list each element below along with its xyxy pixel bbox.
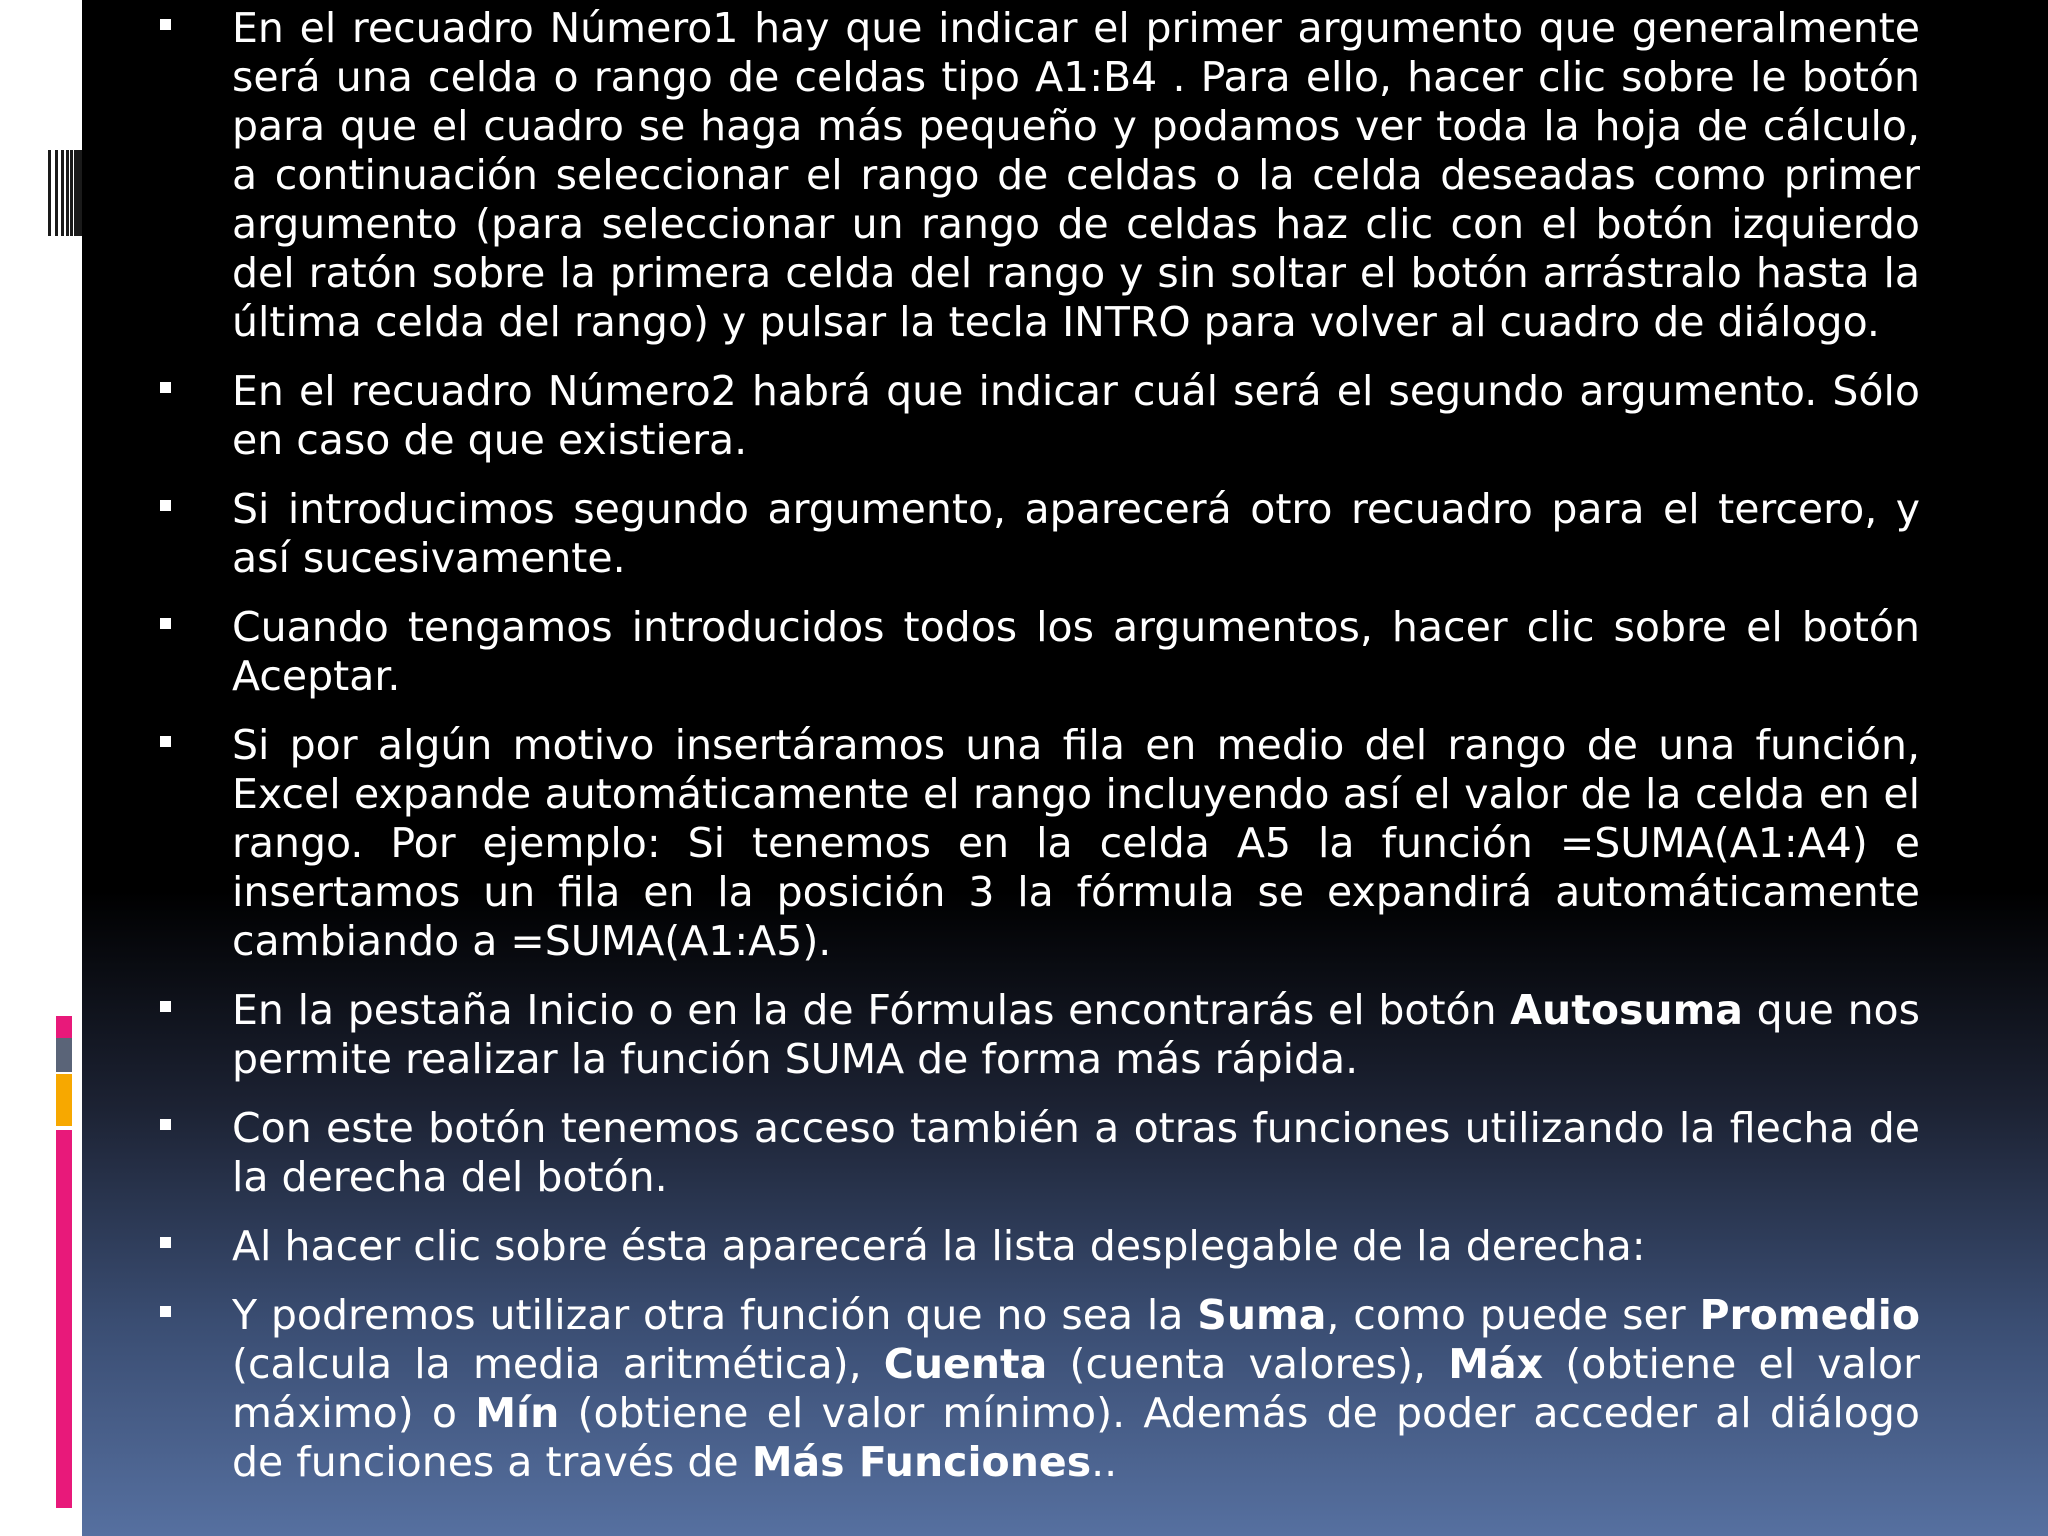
bullet-item [160, 1222, 1920, 1271]
square-bullet-icon [160, 618, 171, 629]
accent-bar-orange [56, 1074, 72, 1126]
square-bullet-icon [160, 1306, 171, 1317]
bullet-text: Y podremos utilizar otra función que no sea la [232, 1291, 1198, 1339]
bold-term-suma: Suma [1197, 1291, 1327, 1339]
square-bullet-icon [160, 382, 171, 393]
bullet-text: En la pestaña Inicio o en la de Fórmulas encontrarás el botón [232, 986, 1511, 1034]
slide-content [160, 4, 1920, 1507]
bullet-list [160, 4, 1920, 1487]
square-bullet-icon [160, 19, 171, 30]
bullet-text: (obtiene el valor máximo) o [232, 1340, 1920, 1437]
bullet-item [160, 1104, 1920, 1202]
bullet-text: (calcula la media aritmética), [232, 1340, 884, 1388]
square-bullet-icon [160, 1119, 171, 1130]
bold-term-mas-funciones: Más Funciones [751, 1438, 1092, 1486]
square-bullet-icon [160, 1001, 171, 1012]
left-decoration-strip [0, 0, 82, 1536]
accent-bar-gray [56, 1038, 72, 1072]
bullet-item [160, 1291, 1920, 1487]
bullet-text: , como puede ser [1326, 1291, 1700, 1339]
bullet-item [160, 721, 1920, 966]
bold-term-min: Mín [475, 1389, 560, 1437]
square-bullet-icon [160, 500, 171, 511]
vertical-lines-decoration [48, 150, 82, 236]
bold-term-promedio: Promedio [1699, 1291, 1920, 1339]
bullet-text: .. [1091, 1438, 1118, 1486]
accent-bar-pink-small [56, 1016, 72, 1040]
bullet-text: En el recuadro Número1 hay que indicar el primer argumento que generalmente será una celda o rango de celdas tipo A1:B4 . Para ello, hacer clic sobre le botón para que el cuadro se haga más pequeño y podamos ver toda la hoja de cálculo, a continuación seleccionar el rango de celdas o la celda deseadas como primer argumento (para seleccionar un rango de celdas haz clic con el botón izquierdo del ratón sobre la primera celda del rango y sin soltar el botón arrástralo hasta la última celda del rango) y pulsar la tecla INTRO para volver al cuadro de diálogo. [232, 4, 1920, 346]
bullet-item [160, 485, 1920, 583]
bold-term-autosuma: Autosuma [1510, 986, 1743, 1034]
bullet-text: Con este botón tenemos acceso también a otras funciones utilizando la flecha de la derecha del botón. [232, 1104, 1920, 1201]
bullet-text: (obtiene el valor mínimo). Además de poder acceder al diálogo de funciones a través de [232, 1389, 1920, 1486]
square-bullet-icon [160, 1237, 171, 1248]
bullet-item [160, 986, 1920, 1084]
square-bullet-icon [160, 736, 171, 747]
accent-bar-pink-large [56, 1130, 72, 1508]
bold-term-max: Máx [1448, 1340, 1544, 1388]
bullet-text: Si introducimos segundo argumento, aparecerá otro recuadro para el tercero, y así sucesivamente. [232, 485, 1920, 582]
bullet-text: Cuando tengamos introducidos todos los argumentos, hacer clic sobre el botón Aceptar. [232, 603, 1920, 700]
bullet-item [160, 367, 1920, 465]
bullet-text: En el recuadro Número2 habrá que indicar cuál será el segundo argumento. Sólo en caso de que existiera. [232, 367, 1920, 464]
bullet-item [160, 603, 1920, 701]
bold-term-cuenta: Cuenta [883, 1340, 1048, 1388]
bullet-text: (cuenta valores), [1047, 1340, 1449, 1388]
bullet-text: que nos permite realizar la función SUMA de forma más rápida. [232, 986, 1920, 1083]
bullet-text: Si por algún motivo insertáramos una fila en medio del rango de una función, Excel expande automáticamente el rango incluyendo así el valor de la celda en el rango. Por ejemplo: Si tenemos en la celda A5 la función =SUMA(A1:A4) e insertamos un fila en la posición 3 la fórmula se expandirá automáticamente cambiando a =SUMA(A1:A5). [232, 721, 1920, 965]
bullet-item [160, 4, 1920, 347]
bullet-text: Al hacer clic sobre ésta aparecerá la lista desplegable de la derecha: [232, 1222, 1646, 1270]
